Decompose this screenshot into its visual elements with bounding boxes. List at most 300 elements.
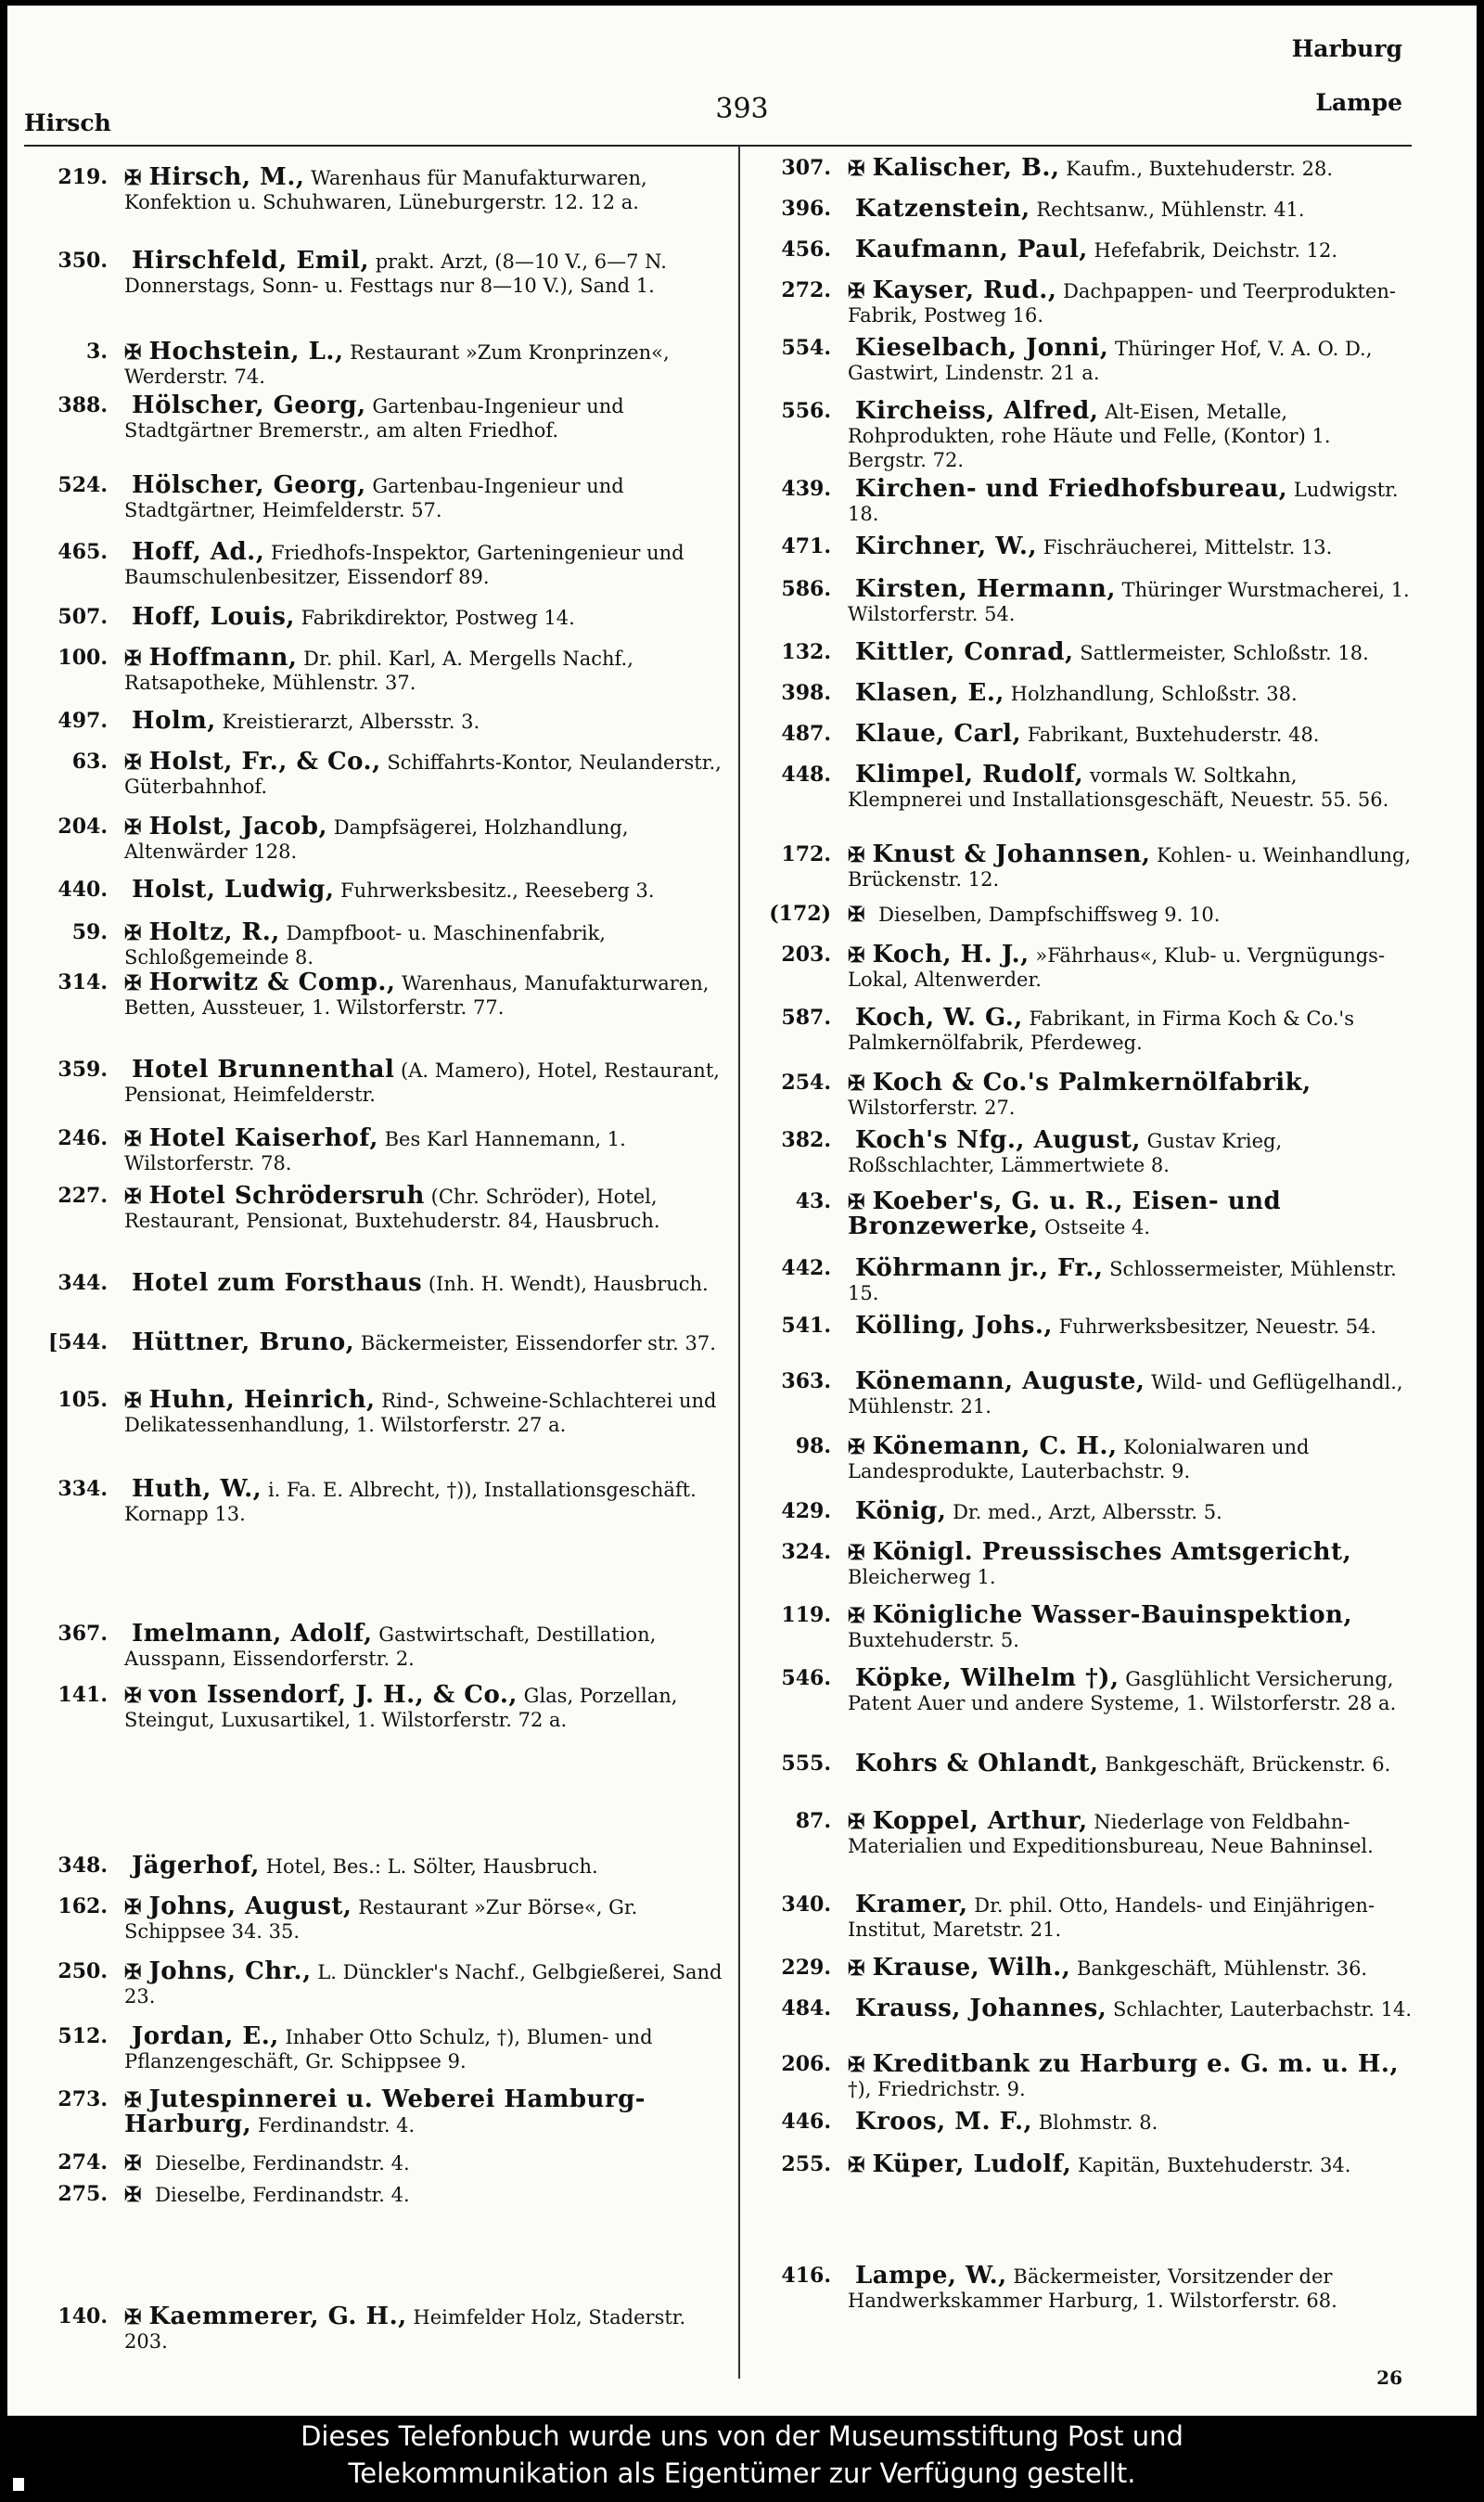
list-item: [26, 1477, 726, 1526]
cross-icon: ✠: [848, 903, 865, 927]
entry-name: Jutespinnerei u. Weberei Hamburg-Harburg,: [124, 2085, 646, 2138]
list-item: [749, 156, 1415, 181]
entry-name: Königl. Preussisches Amtsgericht,: [872, 1538, 1352, 1566]
footer-line-1: Dieses Telefonbuch wurde uns von der Museumsstiftung Post und: [301, 2420, 1183, 2452]
entry-number: 388.: [58, 393, 108, 417]
entry-description: Restaurant »Zum Kronprinzen«, Werderstr. 74.: [124, 341, 670, 388]
entry-number: 416.: [781, 2264, 831, 2288]
entry-number: 363.: [781, 1369, 831, 1393]
entry-number: 272.: [781, 278, 831, 302]
entry-name: Krause, Wilh.,: [872, 1954, 1071, 1982]
entry-name: Holst, Ludwig,: [132, 876, 335, 904]
entry-description: i. Fa. E. Albrecht, †)), Installationsgeschäft. Kornapp 13.: [124, 1479, 697, 1525]
entry-description: Kaufm., Buxtehuderstr. 28.: [1066, 158, 1333, 180]
footer-page-number: 26: [1376, 2367, 1402, 2389]
entry-description: Friedhofs-Inspektor, Garteningenieur und Baumschulenbesitzer, Eissendorf 89.: [124, 542, 684, 588]
list-item: [749, 1603, 1415, 1652]
column-divider: [738, 147, 740, 2379]
entry-description: Glas, Porzellan, Steingut, Luxusartikel, 1. Wilstorferstr. 72 a.: [124, 1685, 678, 1731]
cross-icon: ✠: [848, 1435, 865, 1459]
entry-name: Küper, Ludolf,: [872, 2150, 1072, 2178]
entry-number: 141.: [58, 1683, 108, 1707]
list-item: [749, 2110, 1415, 2135]
entry-name: Hirschfeld, Emil,: [132, 247, 370, 275]
list-item: [749, 1893, 1415, 1942]
entry-description: (A. Mamero), Hotel, Restaurant, Pensionat, Heimfelderstr.: [124, 1059, 720, 1106]
list-item: [26, 646, 726, 695]
entry-description: Gustav Krieg, Roßschlachter, Lämmertwiete 8.: [848, 1130, 1283, 1176]
cross-icon: ✠: [848, 1190, 865, 1214]
entry-name: Kaemmerer, G. H.,: [148, 2303, 407, 2330]
entry-number: 100.: [58, 646, 108, 670]
entry-number: 541.: [781, 1314, 831, 1338]
entry-description: Ludwigstr. 18.: [848, 479, 1399, 525]
entry-number: 246.: [58, 1126, 108, 1150]
cross-icon: ✠: [124, 1960, 142, 1984]
entry-number: 314.: [58, 970, 108, 994]
entry-description: Dampfsägerei, Holzhandlung, Altenwärder 128.: [124, 816, 629, 863]
entry-number: 439.: [781, 477, 831, 501]
entry-description: Dachpappen- und Teerprodukten-Fabrik, Postweg 16.: [848, 280, 1397, 327]
entry-number: (172): [769, 902, 831, 926]
list-item: [26, 2182, 726, 2207]
list-item: [26, 1683, 726, 1732]
entry-description: (Inh. H. Wendt), Hausbruch.: [428, 1273, 709, 1295]
entry-number: 105.: [58, 1388, 108, 1412]
entry-number: 429.: [781, 1499, 831, 1523]
list-item: [749, 399, 1415, 472]
list-item: [749, 278, 1415, 327]
entry-description: Sattlermeister, Schloßstr. 18.: [1080, 642, 1369, 664]
entry-number: 465.: [58, 540, 108, 564]
list-item: [26, 393, 726, 443]
entry-name: Kittler, Conrad,: [855, 638, 1074, 666]
list-item: [26, 1330, 726, 1355]
entry-name: Johns, August,: [148, 1893, 352, 1920]
entry-number: [544.: [48, 1330, 108, 1354]
list-item: [749, 197, 1415, 222]
entry-description: Gartenbau-Ingenieur und Stadtgärtner, Heimfelderstr. 57.: [124, 475, 624, 521]
list-item: [749, 1006, 1415, 1055]
entry-description: (Chr. Schröder), Hotel, Restaurant, Pensionat, Buxtehuderstr. 84, Hausbruch.: [124, 1186, 660, 1232]
list-item: [26, 1959, 726, 2008]
cross-icon: ✠: [124, 166, 142, 190]
entry-name: Köhrmann jr., Fr.,: [855, 1254, 1104, 1282]
entry-name: Kaufmann, Paul,: [855, 236, 1088, 263]
list-item: [26, 2024, 726, 2073]
entry-description: Restaurant »Zur Börse«, Gr. Schippsee 34. 35.: [124, 1896, 638, 1943]
list-item: [749, 1256, 1415, 1305]
entry-number: 524.: [58, 473, 108, 497]
entry-name: Kramer,: [855, 1891, 968, 1918]
entry-name: Koppel, Arthur,: [872, 1807, 1088, 1835]
list-item: [749, 477, 1415, 526]
entry-name: Kircheiss, Alfred,: [855, 397, 1099, 425]
list-item: [26, 920, 726, 969]
entry-name: König,: [855, 1497, 947, 1525]
entry-description: Buxtehuderstr. 5.: [848, 1629, 1019, 1651]
entry-description: Kreistierarzt, Albersstr. 3.: [222, 711, 480, 733]
entry-name: Holst, Jacob,: [148, 813, 328, 840]
entry-description: Thüringer Wurstmacherei, 1. Wilstorferstr. 54.: [848, 579, 1410, 625]
entry-number: 350.: [58, 249, 108, 273]
entry-description: Kapitän, Buxtehuderstr. 34.: [1077, 2154, 1351, 2176]
cross-icon: ✠: [124, 340, 142, 365]
entry-description: Warenhaus für Manufakturwaren, Konfektion u. Schuhwaren, Lüneburgerstr. 12. 12 a.: [124, 167, 647, 213]
cross-icon: ✠: [124, 1684, 142, 1708]
page-number: 393: [715, 93, 769, 125]
entry-description: Fabrikdirektor, Postweg 14.: [301, 607, 575, 629]
list-item: [26, 1184, 726, 1233]
list-item: [26, 473, 726, 522]
entry-name: Koch, H. J.,: [872, 941, 1030, 969]
entry-number: 512.: [58, 2024, 108, 2048]
entry-name: Klasen, E.,: [855, 679, 1004, 707]
list-item: [749, 577, 1415, 626]
entry-number: 507.: [58, 605, 108, 629]
list-item: [749, 1189, 1415, 1239]
entry-number: 204.: [58, 815, 108, 839]
entry-name: Hoffmann,: [148, 644, 298, 672]
list-item: [749, 237, 1415, 263]
entry-description: Bleicherweg 1.: [848, 1566, 996, 1588]
entry-name: Hüttner, Bruno,: [132, 1328, 355, 1356]
entry-name: Hölscher, Georg,: [132, 471, 366, 499]
entry-description: Ostseite 4.: [1044, 1216, 1151, 1238]
entry-name: Kirsten, Hermann,: [855, 575, 1116, 603]
entry-number: 119.: [781, 1603, 831, 1627]
list-item: [749, 2052, 1415, 2101]
entry-number: 63.: [71, 750, 108, 774]
cross-icon: ✠: [124, 2305, 142, 2329]
entry-number: 555.: [781, 1751, 831, 1776]
list-item: [749, 943, 1415, 992]
entry-name: Könemann, C. H.,: [872, 1432, 1118, 1460]
entry-name: Lampe, W.,: [855, 2262, 1007, 2290]
list-item: [749, 2264, 1415, 2313]
cross-icon: ✠: [848, 2053, 865, 2077]
cross-icon: ✠: [124, 1127, 142, 1151]
entry-number: 219.: [58, 165, 108, 189]
cross-icon: ✠: [848, 1604, 865, 1628]
list-item: [26, 249, 726, 298]
list-item: [749, 1666, 1415, 1715]
copyright-footer: [0, 2418, 1484, 2502]
list-item: [749, 681, 1415, 706]
entry-number: 275.: [58, 2182, 108, 2206]
entry-number: 344.: [58, 1271, 108, 1295]
list-item: [749, 902, 1415, 927]
list-item: [749, 534, 1415, 559]
entry-name: Koeber's, G. u. R., Eisen- und Bronzewerke,: [848, 1187, 1282, 1240]
cross-icon: ✠: [124, 921, 142, 945]
list-item: [26, 1388, 726, 1437]
cross-icon: ✠: [124, 751, 142, 775]
entry-number: 87.: [795, 1809, 831, 1833]
cross-icon: ✠: [848, 2153, 865, 2177]
entry-description: Hefefabrik, Deichstr. 12.: [1094, 239, 1338, 262]
entry-number: 340.: [781, 1893, 831, 1917]
entry-description: Wild- und Geflügelhandl., Mühlenstr. 21.: [848, 1371, 1403, 1418]
entry-number: 586.: [781, 577, 831, 601]
entry-number: 98.: [795, 1434, 831, 1458]
cross-icon: ✠: [124, 2183, 142, 2207]
entry-description: Bäckermeister, Eissendorfer str. 37.: [360, 1332, 716, 1354]
entry-number: 43.: [795, 1189, 831, 1213]
cross-icon: ✠: [124, 647, 142, 671]
list-item: [749, 640, 1415, 665]
list-item: [26, 2150, 726, 2175]
list-item: [749, 1369, 1415, 1418]
entry-description: Fabrikant, Buxtehuderstr. 48.: [1027, 724, 1320, 746]
cross-icon: ✠: [124, 1185, 142, 1209]
cross-icon: ✠: [848, 943, 865, 968]
header-left-keyword: Hirsch: [24, 109, 111, 136]
entry-number: 255.: [781, 2152, 831, 2176]
entry-description: Kohlen- u. Weinhandlung, Brückenstr. 12.: [848, 844, 1412, 891]
entry-name: Hochstein, L.,: [148, 338, 344, 366]
entry-description: Dieselbe, Ferdinandstr. 4.: [155, 2184, 410, 2206]
list-item: [749, 336, 1415, 385]
entry-name: Kohrs & Ohlandt,: [855, 1750, 1099, 1777]
entry-number: 367.: [58, 1622, 108, 1646]
entry-name: Huhn, Heinrich,: [148, 1386, 376, 1414]
list-item: [749, 722, 1415, 747]
entry-number: 206.: [781, 2052, 831, 2076]
entry-number: 396.: [781, 197, 831, 221]
list-item: [749, 1996, 1415, 2021]
entry-number: 132.: [781, 640, 831, 664]
entry-description: Fabrikant, in Firma Koch & Co.'s Palmkernölfabrik, Pferdeweg.: [848, 1007, 1354, 1054]
entry-number: 484.: [781, 1996, 831, 2021]
entry-name: Kirchner, W.,: [855, 532, 1038, 560]
entry-number: 334.: [58, 1477, 108, 1501]
list-item: [26, 1854, 726, 1879]
entry-number: 229.: [781, 1956, 831, 1980]
header-city: Harburg: [1291, 35, 1402, 62]
entry-name: Kreditbank zu Harburg e. G. m. u. H.,: [872, 2050, 1399, 2078]
header-rule: [24, 145, 1412, 147]
list-item: [26, 1894, 726, 1944]
entry-description: L. Dünckler's Nachf., Gelbgießerei, Sand 23.: [124, 1961, 723, 2008]
entry-description: Schiffahrts-Kontor, Neulanderstr., Güterbahnhof.: [124, 751, 722, 798]
entry-number: 497.: [58, 709, 108, 733]
entry-description: Bankgeschäft, Mühlenstr. 36.: [1076, 1957, 1368, 1980]
entry-name: Knust & Johannsen,: [872, 840, 1151, 868]
entry-number: 448.: [781, 763, 831, 787]
entry-name: Koch & Co.'s Palmkernölfabrik,: [872, 1069, 1311, 1097]
entry-description: vormals W. Soltkahn, Klempnerei und Installationsgeschäft, Neuestr. 55. 56.: [848, 764, 1389, 811]
entry-number: 324.: [781, 1540, 831, 1564]
entry-description: Bankgeschäft, Brückenstr. 6.: [1105, 1753, 1391, 1776]
list-item: [26, 1058, 726, 1107]
entry-description: Hotel, Bes.: L. Sölter, Hausbruch.: [265, 1855, 598, 1878]
entry-name: Horwitz & Comp.,: [148, 969, 396, 996]
entry-name: Köpke, Wilhelm †),: [855, 1664, 1119, 1692]
cross-icon: ✠: [124, 2151, 142, 2175]
entry-description: Niederlage von Feldbahn-Materialien und Expeditionsbureau, Neue Bahninsel.: [848, 1811, 1374, 1857]
entry-description: Holzhandlung, Schloßstr. 38.: [1010, 683, 1298, 705]
entry-name: Hölscher, Georg,: [132, 391, 366, 419]
entry-name: Imelmann, Adolf,: [132, 1620, 373, 1648]
entry-name: Krauss, Johannes,: [855, 1995, 1107, 2022]
entry-name: Könemann, Auguste,: [855, 1367, 1145, 1395]
list-item: [26, 1126, 726, 1175]
entry-number: 162.: [58, 1894, 108, 1918]
entry-name: Hotel zum Forsthaus: [132, 1269, 423, 1297]
entry-number: 254.: [781, 1071, 831, 1095]
cross-icon: ✠: [124, 2088, 142, 2112]
list-item: [749, 1128, 1415, 1177]
entry-description: Dr. med., Arzt, Albersstr. 5.: [953, 1501, 1222, 1523]
entry-name: Holst, Fr., & Co.,: [148, 748, 381, 776]
entry-name: Hoff, Louis,: [132, 603, 295, 631]
entry-description: Rind-, Schweine-Schlachterei und Delikatessenhandlung, 1. Wilstorferstr. 27 a.: [124, 1390, 717, 1436]
entry-number: 546.: [781, 1666, 831, 1690]
entry-description: Wilstorferstr. 27.: [848, 1097, 1016, 1119]
entry-name: Klaue, Carl,: [855, 720, 1022, 748]
list-item: [749, 1751, 1415, 1777]
entry-number: 59.: [71, 920, 108, 944]
entry-description: Fischräucherei, Mittelstr. 13.: [1043, 536, 1333, 558]
list-item: [749, 1956, 1415, 1981]
list-item: [26, 815, 726, 864]
entry-description: Dieselbe, Ferdinandstr. 4.: [155, 2152, 410, 2175]
entry-number: 273.: [58, 2087, 108, 2111]
entry-description: Alt-Eisen, Metalle, Rohprodukten, rohe Häute und Felle, (Kontor) 1. Bergstr. 72.: [848, 401, 1331, 471]
entry-name: Kirchen- und Friedhofsbureau,: [855, 475, 1288, 503]
entry-description: Dampfboot- u. Maschinenfabrik, Schloßgemeinde 8.: [124, 922, 606, 969]
cross-icon: ✠: [848, 279, 865, 303]
entry-number: 554.: [781, 336, 831, 360]
entry-number: 250.: [58, 1959, 108, 1983]
entry-description: Schlossermeister, Mühlenstr. 15.: [848, 1258, 1397, 1304]
entry-number: 446.: [781, 2110, 831, 2134]
entry-number: 382.: [781, 1128, 831, 1152]
list-item: [26, 878, 726, 903]
entry-name: Hotel Kaiserhof,: [148, 1124, 378, 1152]
cross-icon: ✠: [848, 1810, 865, 1834]
list-item: [749, 1434, 1415, 1483]
list-item: [749, 1071, 1415, 1120]
list-item: [26, 2304, 726, 2354]
entry-name: Königliche Wasser-Bauinspektion,: [872, 1601, 1353, 1629]
entry-number: 227.: [58, 1184, 108, 1208]
entry-name: Holtz, R.,: [148, 918, 280, 946]
entry-number: 456.: [781, 237, 831, 262]
entry-description: »Fährhaus«, Klub- u. Vergnügungs-Lokal, Altenwerder.: [848, 944, 1386, 991]
entry-description: Dr. phil. Otto, Handels- und Einjährigen-Institut, Maretstr. 21.: [848, 1894, 1375, 1941]
entry-number: 442.: [781, 1256, 831, 1280]
entry-name: Koch's Nfg., August,: [855, 1126, 1141, 1154]
entry-name: Katzenstein,: [855, 195, 1030, 223]
entry-description: Heimfelder Holz, Staderstr. 203.: [124, 2306, 686, 2353]
entry-description: prakt. Arzt, (8—10 V., 6—7 N. Donnerstags, Sonn- u. Festtags nur 8—10 V.), Sand 1.: [124, 250, 667, 297]
list-item: [26, 750, 726, 799]
entry-name: Hotel Brunnenthal: [132, 1056, 395, 1084]
entry-description: Bes Karl Hannemann, 1. Wilstorferstr. 78.: [124, 1128, 626, 1174]
entry-number: 398.: [781, 681, 831, 705]
entry-description: Kolonialwaren und Landesprodukte, Lauterbachstr. 9.: [848, 1436, 1310, 1482]
list-item: [26, 605, 726, 630]
list-item: [749, 1314, 1415, 1339]
cross-icon: ✠: [848, 1957, 865, 1981]
entry-description: Bäckermeister, Vorsitzender der Handwerkskammer Harburg, 1. Wilstorferstr. 68.: [848, 2265, 1337, 2312]
entry-number: 440.: [58, 878, 108, 902]
entry-description: †), Friedrichstr. 9.: [848, 2078, 1026, 2100]
entry-description: Ferdinandstr. 4.: [257, 2114, 416, 2136]
entry-name: Holm,: [132, 707, 216, 735]
entry-number: 203.: [781, 943, 831, 967]
entry-description: Dr. phil. Karl, A. Mergells Nachf., Ratsapotheke, Mühlenstr. 37.: [124, 648, 633, 694]
cross-icon: ✠: [124, 971, 142, 995]
list-item: [749, 763, 1415, 812]
entry-description: Schlachter, Lauterbachstr. 14.: [1113, 1998, 1413, 2021]
entry-description: Gastwirtschaft, Destillation, Ausspann, Eissendorferstr. 2.: [124, 1623, 657, 1670]
header-right-keyword: Lampe: [1315, 89, 1402, 116]
entry-description: Warenhaus, Manufakturwaren, Betten, Aussteuer, 1. Wilstorferstr. 77.: [124, 972, 710, 1019]
list-item: [26, 165, 726, 214]
entry-name: Hoff, Ad.,: [132, 538, 265, 566]
entry-name: Klimpel, Rudolf,: [855, 761, 1084, 789]
entry-description: Blohmstr. 8.: [1038, 2111, 1158, 2134]
entry-number: 172.: [781, 842, 831, 866]
entry-name: Hirsch, M.,: [148, 163, 305, 191]
entry-name: Jordan, E.,: [132, 2022, 279, 2050]
list-item: [749, 1809, 1415, 1858]
entry-name: Kieselbach, Jonni,: [855, 334, 1109, 362]
entry-number: 274.: [58, 2150, 108, 2175]
entry-description: Thüringer Hof, V. A. O. D., Gastwirt, Lindenstr. 21 a.: [848, 338, 1373, 384]
entry-description: Dieselben, Dampfschiffsweg 9. 10.: [878, 904, 1221, 926]
entry-number: 471.: [781, 534, 831, 558]
entry-number: 348.: [58, 1854, 108, 1878]
list-item: [26, 1622, 726, 1671]
list-item: [749, 842, 1415, 892]
entry-number: 3.: [86, 340, 108, 364]
list-item: [26, 970, 726, 1020]
entry-description: Fuhrwerksbesitzer, Neuestr. 54.: [1058, 1315, 1377, 1338]
cross-icon: ✠: [848, 843, 865, 867]
entry-name: Johns, Chr.,: [148, 1957, 312, 1985]
entry-name: Kroos, M. F.,: [855, 2108, 1033, 2136]
cross-icon: ✠: [124, 1895, 142, 1919]
list-item: [26, 540, 726, 589]
directory-page: [7, 6, 1477, 2416]
entry-description: Gartenbau-Ingenieur und Stadtgärtner Bremerstr., am alten Friedhof.: [124, 395, 624, 442]
entry-description: Inhaber Otto Schulz, †), Blumen- und Pflanzengeschäft, Gr. Schippsee 9.: [124, 2026, 653, 2072]
entry-name: Kalischer, B.,: [872, 154, 1060, 182]
entry-number: 556.: [781, 399, 831, 423]
entry-name: Kayser, Rud.,: [872, 276, 1057, 304]
entry-description: Gasglühlicht Versicherung, Patent Auer und andere Systeme, 1. Wilstorferstr. 28 a.: [848, 1668, 1397, 1714]
list-item: [26, 1271, 726, 1296]
list-item: [749, 1540, 1415, 1589]
entry-name: Hotel Schrödersruh: [148, 1182, 425, 1210]
entry-number: 587.: [781, 1006, 831, 1030]
cross-icon: ✠: [848, 1541, 865, 1565]
entry-number: 487.: [781, 722, 831, 746]
entry-description: Fuhrwerksbesitz., Reeseberg 3.: [340, 879, 655, 902]
list-item: [26, 2087, 726, 2137]
scan-corner-icon: [13, 2478, 24, 2491]
entry-name: Huth, W.,: [132, 1475, 262, 1503]
entry-name: Jägerhof,: [132, 1852, 260, 1880]
entry-number: 140.: [58, 2304, 108, 2329]
cross-icon: ✠: [124, 815, 142, 840]
list-item: [26, 709, 726, 734]
entry-name: Kölling, Johs.,: [855, 1312, 1053, 1340]
